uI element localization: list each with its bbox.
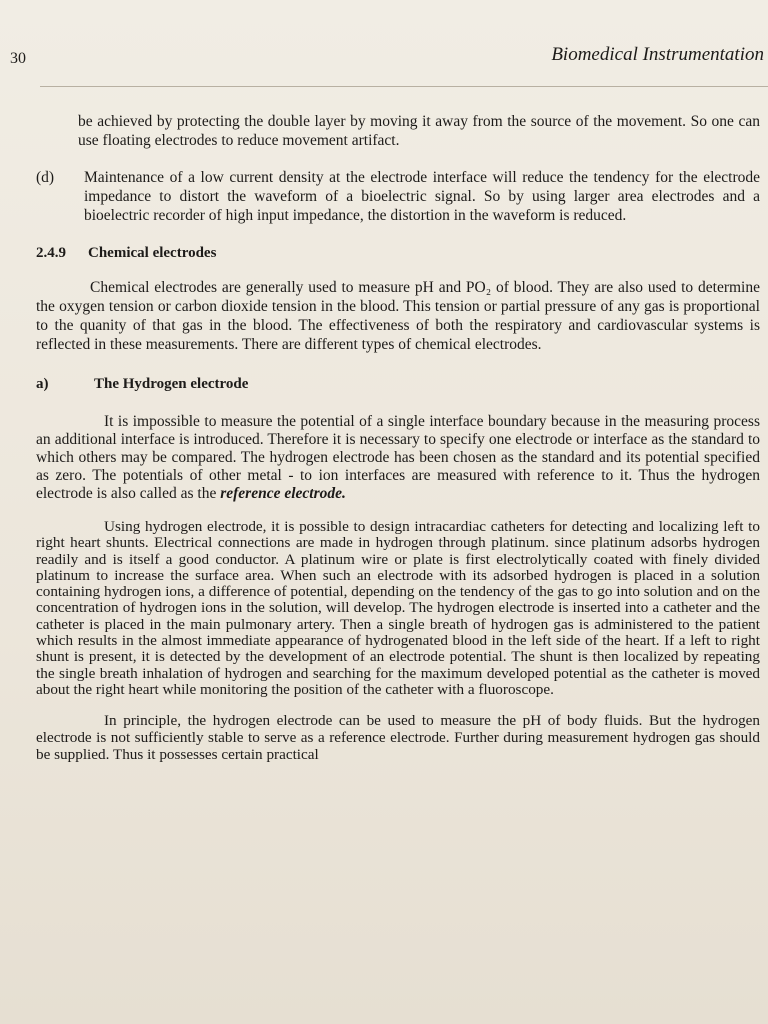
section-paragraph: Chemical electrodes are generally used to measure pH and PO₂ of blood. They are also used to determine the oxygen tension or carbon dioxide tension in the blood. This tension or partial pressure of any gas is proportional to the quanity of that gas in the blood. The effectiveness of both the respiratory and cardiovascular systems is reflected in these measurements. There are different types of chemical electrodes. xyxy=(36,279,760,353)
hydrogen-paragraph-3: In principle, the hydrogen electrode can be used to measure the pH of body fluids. But the hydrogen electrode is not sufficiently stable to serve as a reference electrode. Further during measurement hydrogen gas should be supplied. Thus it possesses certain practical xyxy=(36,712,760,764)
section-number: 2.4.9 xyxy=(36,245,66,261)
paragraph-text: It is impossible to measure the potential of a single interface boundary because in the measuring process an additional interface is introduced. Therefore it is necessary to specify one electrode or interface as the standard to which others may be compared. The hydrogen electrode has been chosen as the standard and its potential specified as zero. The potentials of other metal - to ion interfaces are measured with reference to it. Thus the hydrogen electrode is also called as the xyxy=(36,413,760,502)
reference-electrode-term: reference electrode. xyxy=(220,485,346,502)
section-title: Chemical electrodes xyxy=(88,245,217,261)
hydrogen-paragraph-1 xyxy=(36,413,760,503)
hydrogen-paragraph-2: Using hydrogen electrode, it is possible to design intracardiac catheters for detecting and localizing left to right heart shunts. Electrical connections are made in hydrogen through platinum. since platinum adsorbs hydrogen readily and is itself a good conductor. A platinum wire or plate is first electrolytically coated with finely divided platinum to increase the surface area. When such an electrode with its adsorbed hydrogen is placed in a solution containing hydrogen ions, a difference of potential, depending on the tendency of the gas to go into solution and on the concentration of hydrogen ions in the solution, will develop. The hydrogen electrode is inserted into a catheter and the catheter is placed in the main pulmonary artery. Then a single breath of hydrogen gas is administered to the patient which results in the almost immediate appearance of hydrogenated blood in the left side of the heart. If a left to right shunt is present, it is detected by the development of an electrode potential. The shunt is then localized by repeating the single breath inhalation of hydrogen and searching for the maximum developed potential as the catheter is moved about the right heart while monitoring the position of the catheter with a fluoroscope. xyxy=(36,518,760,698)
continuation-paragraph: be achieved by protecting the double layer by moving it away from the source of the movement. So one can use floating electrodes to reduce movement artifact. xyxy=(78,113,760,149)
list-marker: (d) xyxy=(36,169,55,186)
running-title: Biomedical Instrumentation xyxy=(551,44,764,65)
header-divider xyxy=(40,86,768,87)
subsection-marker: a) xyxy=(36,376,49,392)
section-heading xyxy=(36,245,760,262)
list-item-d xyxy=(36,168,760,225)
subsection-title: The Hydrogen electrode xyxy=(94,376,249,392)
list-item-text: Maintenance of a low current density at the electrode interface will reduce the tendency for the electrode impedance to distort the waveform of a bioelectric signal. So by using larger area electrodes and a bioelectric recorder of high input impedance, the distortion in the waveform is reduced. xyxy=(84,169,760,224)
body-text xyxy=(36,112,760,763)
page-number: 30 xyxy=(10,50,26,67)
subsection-heading xyxy=(36,376,760,393)
